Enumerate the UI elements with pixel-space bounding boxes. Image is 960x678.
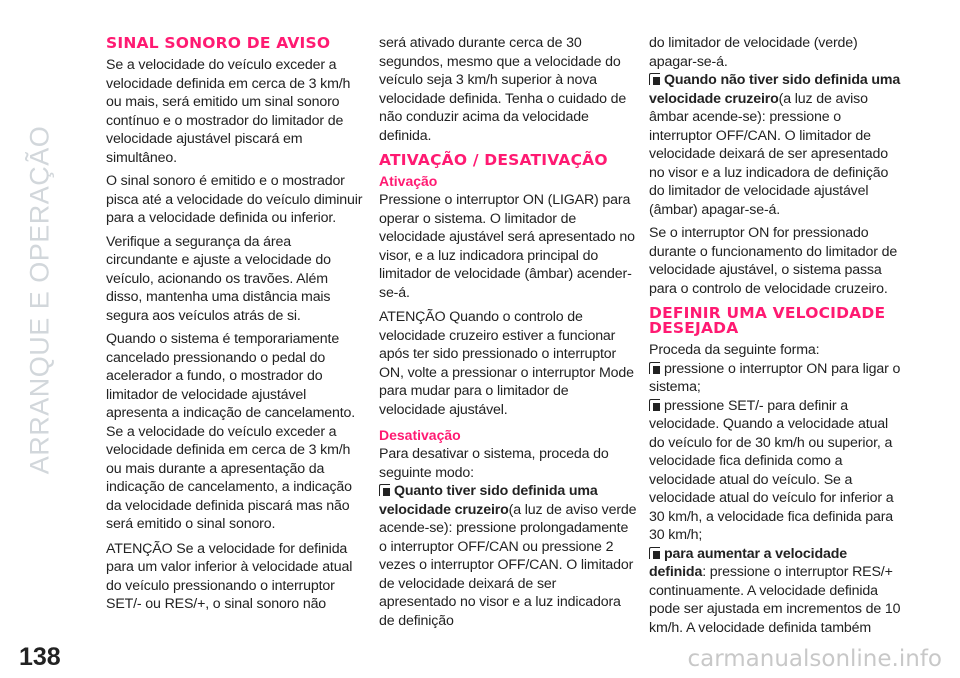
paragraph: Verifique a segurança da área circundante e ajuste a velocidade do veículo, acionando os travões. Além disso, mantenha uma distância mais segura aos veículos atrás de si.: [106, 233, 331, 324]
bullet-icon: [649, 73, 660, 85]
paragraph: Se a velocidade do veículo exceder a velocidade definida em cerca de 3 km/h ou mais, será emitido um sinal sonoro contínuo e o mostrador do limitador de velocidade ajustável piscará em simultâneo.: [106, 57, 351, 166]
bullet-item: [649, 545, 907, 638]
paragraph: O sinal sonoro é emitido e o mostrador pisca até a velocidade do veículo diminuir para a velocidade definida ou inferior.: [106, 173, 363, 226]
bullet-item: [649, 360, 907, 397]
heading-definir-velocidade: DEFINIR UMA VELOCIDADE DESEJADA: [649, 304, 886, 337]
bullet-icon: [379, 484, 390, 496]
paragraph: será ativado durante cerca de 30 segundos, mesmo que a velocidade do veículo seja 3 km/h superior à nova velocidade definida. Tenha o cuidado de não conduzir acima da velocidade definida.: [379, 35, 627, 144]
page-number: 138: [19, 643, 61, 671]
bullet-item: [649, 397, 907, 545]
bullet-text: pressione o interruptor ON para ligar o sistema;: [649, 360, 901, 395]
bullet-text: : pressione o interruptor RES/+ continuamente. A velocidade definida pode ser ajustada em incrementos de 10 km/h. A velocidade definida também: [649, 564, 901, 636]
paragraph: Pressione o interruptor ON (LIGAR) para operar o sistema. O limitador de velocidade ajustável será apresentado no visor, e a luz indicadora principal do limitador de velocidade (âmbar) acender-se-á.: [379, 192, 635, 301]
bullet-bold: Quanto tiver sido definida uma velocidade cruzeiro: [379, 483, 598, 518]
paragraph: Proceda da seguinte forma:: [649, 342, 820, 358]
column-1: [106, 34, 364, 619]
paragraph: do limitador de velocidade (verde) apagar-se-á.: [649, 35, 858, 70]
chapter-title: ARRANQUE E OPERAÇÃO: [24, 125, 55, 475]
bullet-text: pressione SET/- para definir a velocidade. Quando a velocidade atual do veículo for de 30 km/h ou superior, a velocidade fica definida como a velocidade atual do veículo. Se a velocidade atual do veículo for inferior a 30 km/h, a velocidade fica definida para 30 km/h;: [649, 397, 894, 543]
bullet-item: [649, 71, 907, 219]
heading-ativacao-desativacao: ATIVAÇÃO / DESATIVAÇÃO: [379, 151, 608, 169]
heading-sinal-sonoro: SINAL SONORO DE AVISO: [106, 34, 331, 52]
attention-paragraph: ATENÇÃO Quando o controlo de velocidade cruzeiro estiver a funcionar após ter sido pressionado o interruptor ON, volte a pressionar o interruptor Mode para mudar para o limitador de velocidade ajustável.: [379, 309, 634, 418]
column-3: [649, 34, 907, 642]
paragraph: Quando o sistema é temporariamente cancelado pressionando o pedal do acelerador a fundo, o mostrador do limitador de velocidade ajustável apresenta a indicação de cancelamento. Se a velocidade do veículo exceder a velocidade definida em cerca de 3 km/h ou mais durante a apresentação da indicação de cancelamento, a indicação da velocidade definida piscará mas não será emitido o sinal sonoro.: [106, 331, 356, 532]
subheading-desativacao: Desativação: [379, 427, 461, 443]
bullet-icon: [649, 399, 660, 411]
bullet-text: (a luz de aviso âmbar acende-se): pressione o interruptor OFF/CAN. O limitador de velocidade deixará de ser apresentado no visor e a luz indicadora de definição do limitador de velocidade ajustável (âmbar) apagar-se-á.: [649, 90, 889, 218]
attention-paragraph: ATENÇÃO Se a velocidade for definida para um valor inferior à velocidade atual do veículo pressionando o interruptor SET/- ou RES/+, o sinal sonoro não: [106, 540, 353, 612]
bullet-bold: para aumentar a velocidade definida: [649, 545, 847, 580]
bullet-icon: [649, 362, 660, 374]
subheading-ativacao: Ativação: [379, 173, 438, 189]
column-2: [379, 34, 637, 635]
bullet-text: (a luz de aviso verde acende-se): pressione prolongadamente o interruptor OFF/CAN ou pressione 2 vezes o interruptor OFF/CAN. O limitador de velocidade deixará de ser apresentado no visor e a luz indicadora de definição: [379, 501, 637, 629]
paragraph: Para desativar o sistema, proceda do seguinte modo:: [379, 446, 609, 481]
watermark: carmanualsonline.info: [687, 646, 942, 672]
paragraph: Se o interruptor ON for pressionado durante o funcionamento do limitador de velocidade ajustável, o sistema passa para o controlo de velocidade cruzeiro.: [649, 225, 898, 297]
bullet-item: [379, 482, 637, 630]
bullet-icon: [649, 547, 660, 559]
bullet-bold: Quando não tiver sido definida uma velocidade cruzeiro: [649, 72, 901, 107]
